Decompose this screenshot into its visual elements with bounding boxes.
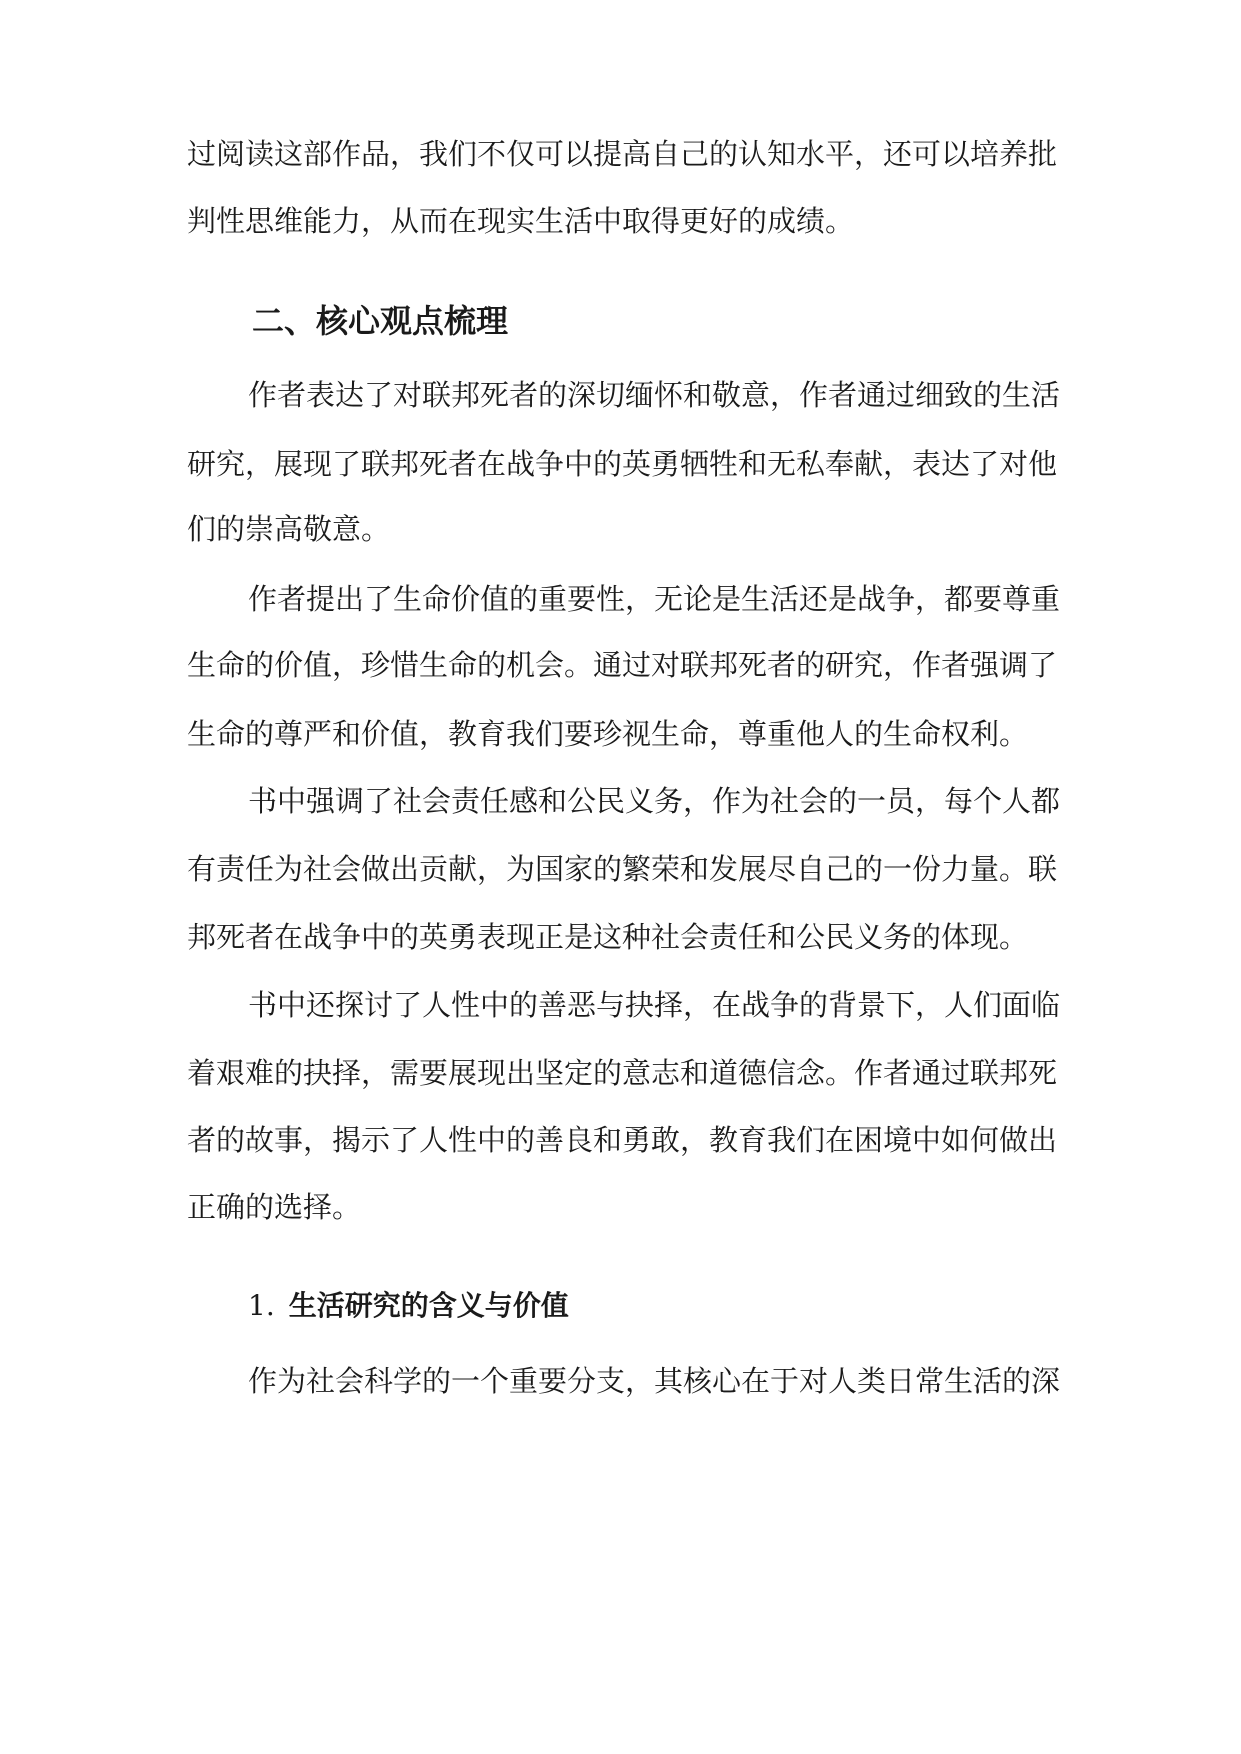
subsection-title: 生活研究的含义与价值 <box>288 1289 569 1322</box>
paragraph-3-line-1: 书中强调了社会责任感和公民义务，作为社会的一员，每个人都 <box>248 784 1061 818</box>
final-line: 作为社会科学的一个重要分支，其核心在于对人类日常生活的深 <box>248 1364 1061 1398</box>
paragraph-3-line-3: 邦死者在战争中的英勇表现正是这种社会责任和公民义务的体现。 <box>187 920 1029 954</box>
section-heading: 二、核心观点梳理 <box>252 302 509 340</box>
paragraph-1-line-2: 研究，展现了联邦死者在战争中的英勇牺牲和无私奉献，表达了对他 <box>187 447 1058 481</box>
paragraph-4-line-3: 者的故事，揭示了人性中的善良和勇敢，教育我们在困境中如何做出 <box>187 1123 1058 1157</box>
paragraph-2-line-2: 生命的价值，珍惜生命的机会。通过对联邦死者的研究，作者强调了 <box>187 648 1058 682</box>
paragraph-3-line-2: 有责任为社会做出贡献，为国家的繁荣和发展尽自己的一份力量。联 <box>187 852 1058 886</box>
paragraph-1-line-1: 作者表达了对联邦死者的深切缅怀和敬意，作者通过细致的生活 <box>248 378 1061 412</box>
subsection-heading <box>248 1288 569 1324</box>
paragraph-4-line-1: 书中还探讨了人性中的善恶与抉择，在战争的背景下，人们面临 <box>248 988 1061 1022</box>
paragraph-2-line-3: 生命的尊严和价值，教育我们要珍视生命，尊重他人的生命权利。 <box>187 717 1029 751</box>
paragraph-4-line-2: 着艰难的抉择，需要展现出坚定的意志和道德信念。作者通过联邦死 <box>187 1056 1058 1090</box>
paragraph-1-line-3: 们的崇高敬意。 <box>187 512 391 546</box>
paragraph-2-line-1: 作者提出了生命价值的重要性，无论是生活还是战争，都要尊重 <box>248 582 1061 616</box>
paragraph-4-line-4: 正确的选择。 <box>187 1190 362 1224</box>
intro-line-2: 判性思维能力，从而在现实生活中取得更好的成绩。 <box>187 204 855 238</box>
subsection-number: 1. <box>248 1289 275 1322</box>
intro-line-1: 过阅读这部作品，我们不仅可以提高自己的认知水平，还可以培养批 <box>187 137 1058 171</box>
